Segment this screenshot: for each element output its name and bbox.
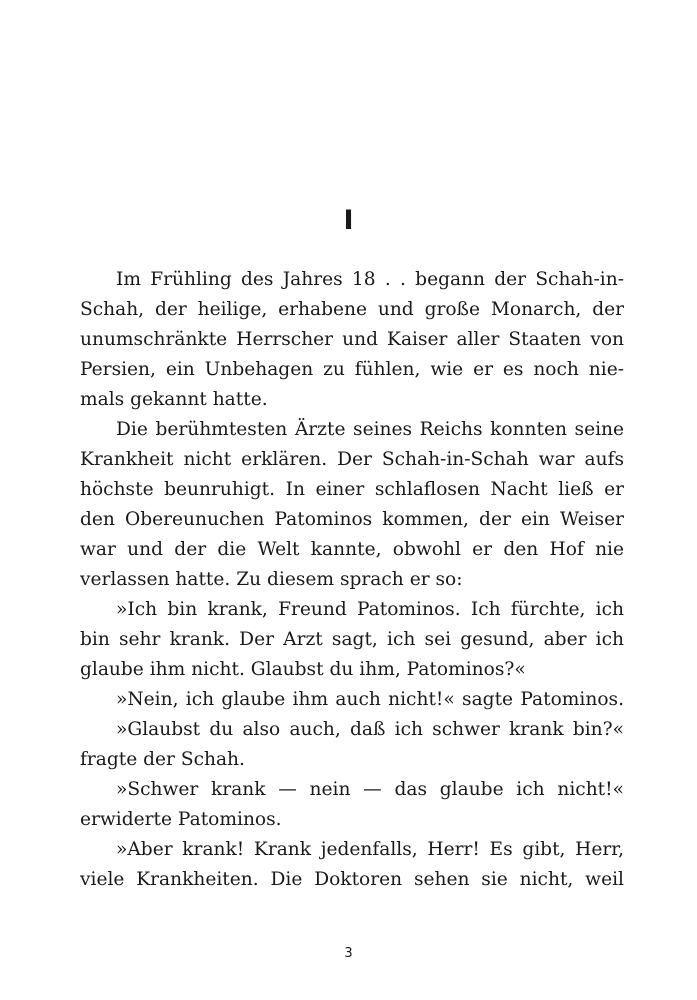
- text-line: »Glaubst du also auch, daß ich schwer krank bin?«: [116, 719, 624, 740]
- text-line: Persien, ein Unbehagen zu fühlen, wie er es noch nie-: [80, 359, 624, 380]
- text-line: »Ich bin krank, Freund Patominos. Ich fürchte, ich: [116, 599, 624, 620]
- text-line: fragte der Schah.: [80, 749, 245, 770]
- chapter-heading: I: [343, 205, 354, 236]
- page-number: 3: [344, 946, 353, 961]
- text-line: bin sehr krank. Der Arzt sagt, ich sei gesund, aber ich: [80, 629, 624, 650]
- body-text: [80, 265, 624, 895]
- text-line: »Nein, ich glaube ihm auch nicht!« sagte Patominos.: [116, 689, 624, 710]
- text-line: verlassen hatte. Zu diesem sprach er so:: [80, 569, 463, 590]
- text-line: »Aber krank! Krank jedenfalls, Herr! Es gibt, Herr,: [116, 839, 624, 860]
- text-line: erwiderte Patominos.: [80, 809, 282, 830]
- text-line: glaube ihm nicht. Glaubst du ihm, Patominos?«: [80, 659, 526, 680]
- text-line: viele Krankheiten. Die Doktoren sehen sie nicht, weil: [80, 869, 624, 890]
- text-line: den Obereunuchen Patominos kommen, der ein Weiser: [80, 509, 624, 530]
- text-line: Die berühmtesten Ärzte seines Reichs konnten seine: [116, 419, 624, 440]
- text-line: Schah, der heilige, erhabene und große Monarch, der: [80, 299, 624, 320]
- text-line: Krankheit nicht erklären. Der Schah-in-Schah war aufs: [80, 449, 624, 470]
- text-line: mals gekannt hatte.: [80, 389, 268, 410]
- text-line: unumschränkte Herrscher und Kaiser aller Staaten von: [80, 329, 624, 350]
- text-line: höchste beunruhigt. In einer schlaflosen Nacht ließ er: [80, 479, 624, 500]
- text-line: »Schwer krank — nein — das glaube ich nicht!«: [116, 779, 624, 800]
- text-line: Im Frühling des Jahres 18 . . begann der Schah-in-: [116, 269, 624, 290]
- text-line: war und der die Welt kannte, obwohl er den Hof nie: [80, 539, 624, 560]
